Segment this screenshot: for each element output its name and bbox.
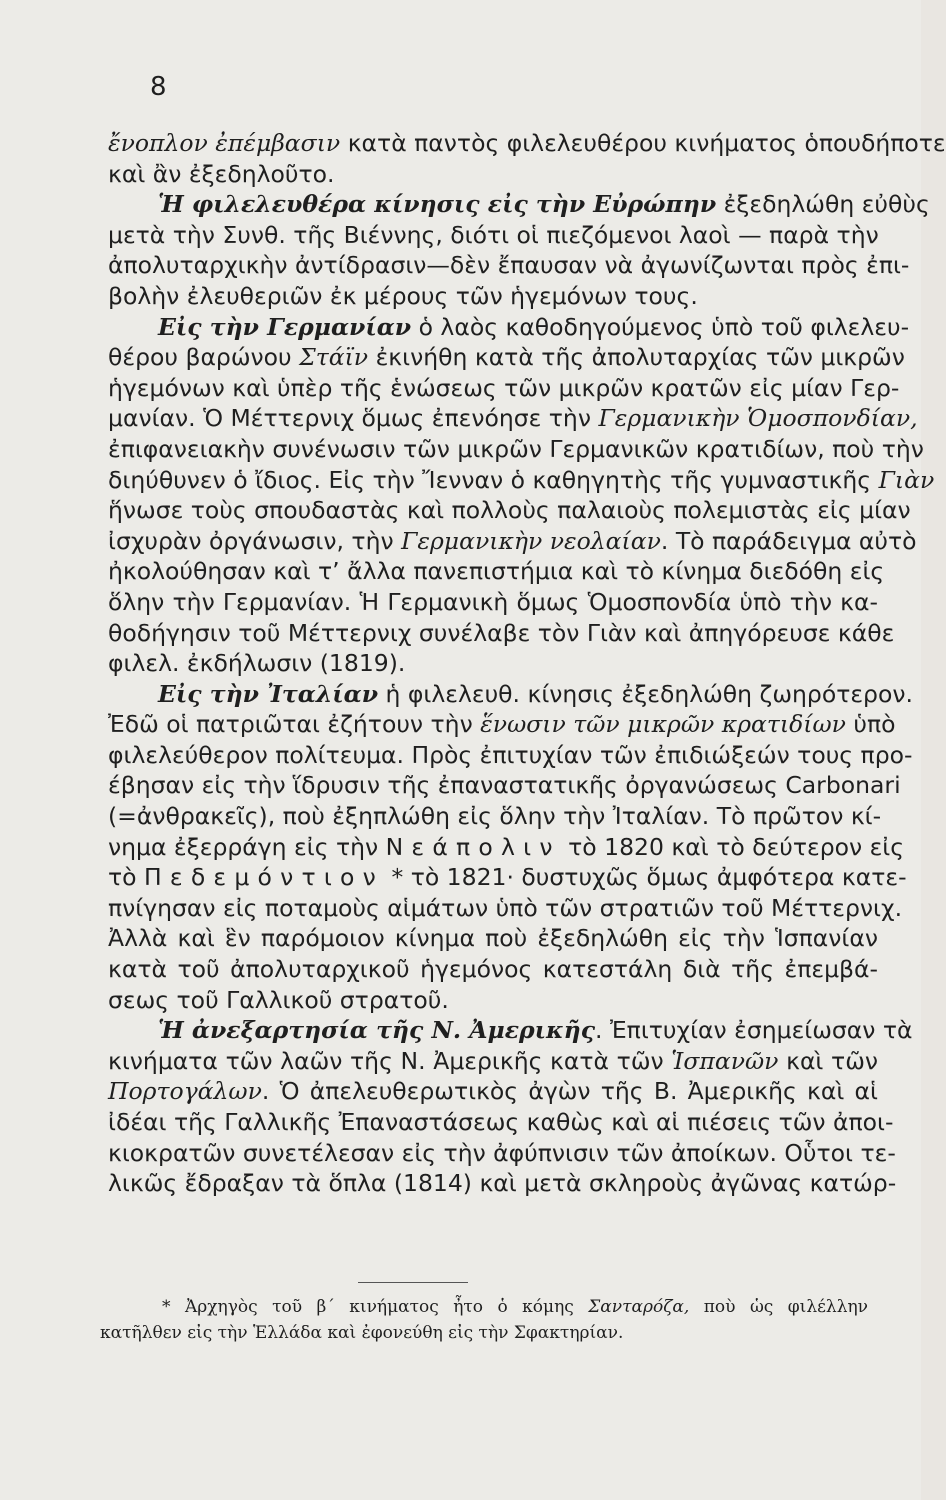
emphasis-text: Γερμανικὴν νεολαίαν <box>401 526 661 555</box>
text-line <box>108 1076 878 1107</box>
text-run: διηύθυνεν ὁ ἴδιος. Εἰς τὴν Ἴενναν ὁ καθηγητὴς τῆς γυμναστικῆς <box>108 465 879 494</box>
text-run: λικῶς ἔδραξαν τὰ ὅπλα (1814) καὶ μετὰ σκληροὺς ἀγῶνας κατώρ- <box>108 1169 897 1198</box>
text-run: καὶ ἂν ἐξεδηλοῦτο. <box>108 159 335 188</box>
text-run: . Ὁ ἀπελευθερωτικὸς ἀγὼν τῆς Β. Ἀμερικῆς καὶ αἱ <box>261 1077 878 1106</box>
text-run: σεως τοῦ Γαλλικοῦ στρατοῦ. <box>108 985 449 1014</box>
text-line <box>108 159 878 190</box>
text-run: ἠκολούθησαν καὶ τ’ ἄλλα πανεπιστήμια καὶ τὸ κίνημα διεδόθη εἰς <box>108 557 885 586</box>
text-line <box>108 1015 913 1046</box>
text-run: έβησαν εἰς τὴν ἵδρυσιν τῆς ἐπαναστατικῆς ὀργανώσεως Carbonari <box>108 771 901 800</box>
text-line <box>108 1138 896 1169</box>
text-line <box>108 189 930 220</box>
text-line <box>108 1168 897 1199</box>
emphasis-text: ἔνοπλον ἐπέμβασιν <box>108 129 341 157</box>
text-line <box>108 434 924 465</box>
text-run: θέρου βαρώνου <box>108 343 300 372</box>
text-line <box>108 220 878 251</box>
text-run: κατὰ τοῦ ἀπολυταρχικοῦ ἡγεμόνος κατεστάλη διὰ τῆς ἐπεμβά- <box>108 955 878 984</box>
text-run: * τὸ 1821· δυστυχῶς ὅμως ἀμφότερα κατε- <box>384 863 907 892</box>
text-run: ἀπολυταρχικὴν ἀντίδρασιν—δὲν ἔπαυσαν νὰ ἀγωνίζωνται πρὸς ἐπι- <box>108 251 910 280</box>
text-run: φιλελ. ἐκδήλωσιν (1819). <box>108 649 406 678</box>
text-line <box>108 128 946 159</box>
text-line <box>108 954 878 985</box>
text-run: ὁ λαὸς καθοδηγούμενος ὑπὸ τοῦ φιλελευ- <box>411 312 910 341</box>
emphasis-text: Εἰς τὴν Ἰταλίαν <box>158 679 379 708</box>
text-run: φιλελεύθερον πολίτευμα. Πρὸς ἐπιτυχίαν τῶν ἐπιδιώξεών τους προ- <box>108 740 913 769</box>
text-run: κινήματα τῶν λαῶν τῆς Ν. Ἀμερικῆς κατὰ τῶν <box>108 1046 672 1075</box>
emphasis-text: Εἰς τὴν Γερμανίαν <box>158 312 412 341</box>
text-run: * Ἀρχηγὸς τοῦ β΄ κινήματος ἦτο ὁ κόμης <box>162 1297 589 1317</box>
emphasis-text: Ἡ φιλελευθέρα κίνησις εἰς τὴν Εὐρώπην <box>158 190 717 219</box>
text-line <box>108 556 885 587</box>
text-line <box>108 618 895 649</box>
emphasis-text: Στάϊν <box>299 343 369 372</box>
footnote-separator <box>358 1282 468 1283</box>
text-line <box>108 587 878 618</box>
text-run: νημα ἐξερράγη εἰς τὴν <box>108 832 386 861</box>
text-line <box>108 1107 894 1138</box>
text-line <box>108 465 935 496</box>
text-run: κατῆλθεν εἰς τὴν Ἑλλάδα καὶ ἐφονεύθη εἰς τὴν Σφακτηρίαν. <box>100 1323 624 1343</box>
text-run: ποὺ ὡς φιλέλλην <box>689 1297 868 1317</box>
text-run: ἐκινήθη κατὰ τῆς ἀπολυταρχίας τῶν μικρῶν <box>368 343 905 372</box>
text-run: ἰδέαι τῆς Γαλλικῆς Ἐπαναστάσεως καθὼς καὶ αἱ πιέσεις τῶν ἀποι- <box>108 1108 894 1136</box>
text-line <box>108 342 905 373</box>
body-text <box>108 128 946 1199</box>
emphasis-text: Γερμανικὴν Ὁμοσπονδίαν, <box>598 404 918 433</box>
text-line <box>108 709 896 740</box>
text-line <box>108 985 878 1016</box>
text-run: ἡγεμόνων καὶ ὑπὲρ τῆς ἑνώσεως τῶν μικρῶν κρατῶν εἰς μίαν Γερ- <box>108 373 900 402</box>
emphasis-text: ἕνωσιν τῶν μικρῶν κρατιδίων <box>480 710 846 739</box>
text-run: ὑπὸ <box>845 710 896 739</box>
emphasis-text: Πεδεμόντιον <box>144 863 384 892</box>
text-run: ἰσχυρὰν ὀργάνωσιν, τὴν <box>108 526 402 555</box>
text-run: . Τὸ παράδειγμα αὐτὸ <box>660 526 917 555</box>
text-line <box>108 893 903 924</box>
text-line <box>108 250 910 281</box>
text-line <box>108 862 907 893</box>
text-run: τὸ 1820 καὶ τὸ δεύτερον εἰς <box>560 832 905 861</box>
text-line <box>108 281 878 312</box>
text-line <box>108 648 878 679</box>
text-line <box>108 679 913 710</box>
text-line <box>108 770 901 801</box>
text-run: κατὰ παντὸς φιλελευθέρου κινήματος ὁπουδήποτε <box>340 129 946 157</box>
text-run: ὅλην τὴν Γερμανίαν. Ἡ Γερμανικὴ ὅμως Ὁμοσπονδία ὑπὸ τὴν κα- <box>108 587 878 616</box>
text-run: . Ἐπιτυχίαν ἐσημείωσαν τὰ <box>595 1016 913 1045</box>
text-line <box>108 832 905 863</box>
emphasis-text: Ἡ ἀνεξαρτησία τῆς Ν. Ἀμερικῆς <box>158 1016 596 1045</box>
text-line <box>108 373 900 404</box>
emphasis-text: Πορτογάλων <box>108 1077 262 1106</box>
emphasis-text: Γιὰν <box>878 465 935 494</box>
footnote-line <box>100 1320 868 1346</box>
text-line <box>108 1046 878 1077</box>
text-run: ἐξεδηλώθη εὐθὺς <box>716 190 930 219</box>
text-line <box>108 495 911 526</box>
text-line <box>108 312 910 343</box>
text-line <box>108 923 878 954</box>
text-run: Ἐδῶ οἱ πατριῶται ἐζήτουν τὴν <box>108 710 481 739</box>
text-run: βολὴν ἐλευθεριῶν ἐκ μέρους τῶν ἡγεμόνων τους. <box>108 281 698 310</box>
emphasis-text: Ἱσπανῶν <box>671 1046 779 1075</box>
text-run: (=ἀνθρακεῖς), ποὺ ἐξηπλώθη εἰς ὅλην τὴν Ἰταλίαν. Τὸ πρῶτον κί- <box>108 802 882 831</box>
text-run: ἐπιφανειακὴν συνένωσιν τῶν μικρῶν Γερμανικῶν κρατιδίων, ποὺ τὴν <box>108 434 924 463</box>
footnote <box>100 1294 868 1346</box>
emphasis-text: Νεάπολιν <box>385 832 561 861</box>
text-run: ἡ φιλελευθ. κίνησις ἐξεδηλώθη ζωηρότερον. <box>378 679 913 708</box>
text-run: μετὰ τὴν Συνθ. τῆς Βιέννης, διότι οἱ πιεζόμενοι λαοὶ — παρὰ τὴν <box>108 220 879 249</box>
text-line <box>108 801 882 832</box>
text-line <box>108 403 918 434</box>
text-run: κιοκρατῶν συνετέλεσαν εἰς τὴν ἀφύπνισιν τῶν ἀποίκων. Οὗτοι τε- <box>108 1138 896 1167</box>
text-run: ἥνωσε τοὺς σπουδαστὰς καὶ πολλοὺς παλαιοὺς πολεμιστὰς εἰς μίαν <box>108 496 911 525</box>
text-run: θοδήγησιν τοῦ Μέττερνιχ συνέλαβε τὸν Γιὰν καὶ ἀπηγόρευσε κάθε <box>108 618 895 647</box>
text-line <box>108 526 917 557</box>
text-run: πνίγησαν εἰς ποταμοὺς αἱμάτων ὑπὸ τῶν στρατιῶν τοῦ Μέττερνιχ. <box>108 893 903 922</box>
text-line <box>108 740 913 771</box>
text-run: Ἀλλὰ καὶ ἓν παρόμοιον κίνημα ποὺ ἐξεδηλώθη εἰς τὴν Ἱσπανίαν <box>108 924 878 953</box>
page-number: 8 <box>150 72 167 102</box>
text-run: μανίαν. Ὁ Μέττερνιχ ὅμως ἐπενόησε τὴν <box>108 404 599 433</box>
text-run: καὶ τῶν <box>778 1046 879 1075</box>
text-run: τὸ <box>108 863 144 892</box>
footnote-line <box>100 1294 868 1320</box>
emphasis-text: Σανταρόζα, <box>588 1297 690 1317</box>
